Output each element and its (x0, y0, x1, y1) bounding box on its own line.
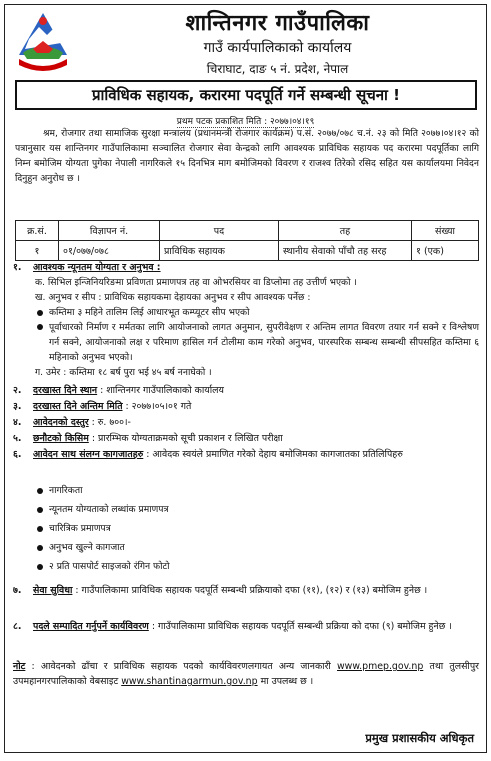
bullet-icon (37, 310, 43, 316)
section-3-value: : २०७७।०५।०१ गते (125, 401, 192, 412)
bullet-icon (37, 507, 43, 513)
cell-post: प्राविधिक सहायक (160, 241, 279, 261)
section-1-num: १. (13, 262, 22, 273)
vacancy-table (15, 220, 479, 261)
signatory-title: प्रमुख प्रशासकीय अधिकृत (365, 731, 474, 745)
pmep-website-link[interactable]: www.pmep.gov.np (337, 661, 424, 672)
qualification-c: ग. उमेर : कम्तिमा १८ बर्ष पुरा भई ४५ बर्ष ननाघेको । (35, 367, 212, 378)
note-tail-text: मा उपलब्ध छ । (260, 676, 314, 687)
qualification-b: ख. अनुभव र सीप : प्राविधिक सहायकमा देहायका अनुभव र सीप आवश्यक पर्नेछ : (35, 292, 311, 303)
section-4-value: : रु. ७००।- (91, 417, 131, 428)
cell-sn: १ (16, 241, 59, 261)
section-2-num: २. (13, 385, 22, 396)
section-6-value: : आवेदक स्वयंले प्रमाणित गरेको देहाय बमोजिमका कागजातका प्रतिलिपिहरु (146, 449, 403, 460)
section-7-value: : गाउँपालिकामा प्राविधिक सहायक पदपूर्ति सम्बन्धी प्रक्रियाको दफा (११), (१२) र (१३) बमोजिम हुनेछ । (75, 585, 428, 596)
bullet-icon (37, 488, 43, 494)
skill-item-1-text: कम्तिमा ३ महिने तालिम लिई आधारभूत कम्प्यूटर सीप भएको (49, 307, 250, 318)
cell-count: १ (एक) (412, 241, 479, 261)
document-item-2 (37, 502, 479, 517)
skill-item-1 (37, 305, 479, 320)
section-2-value: : शान्तिनगर गाउँपालिकाको कार्यालय (100, 385, 224, 396)
office-address: चिराघाट, दाङ ५ नं. प्रदेश, नेपाल (206, 62, 349, 76)
section-4-title: आवेदनको दस्तुर (33, 417, 89, 428)
office-name: गाउँ कार्यपालिकाको कार्यालय (203, 40, 352, 56)
section-7-title: सेवा सुविधा (33, 585, 73, 596)
col-sn: क्र.सं. (16, 221, 59, 241)
municipality-website-link[interactable]: www.shantinagarmun.gov.np (121, 676, 258, 687)
note-label: नोट (13, 661, 26, 672)
bullet-icon (37, 324, 43, 330)
publish-date-text: प्रथम पटक प्रकाशित मिति : २०७७।०४।१९ (176, 117, 315, 127)
section-6-title: आवेदन साथ संलग्न कागजातहरु (33, 449, 144, 460)
cell-level: स्थानीय सेवाको पाँचौ तह सरह (279, 241, 412, 261)
document-item-3 (37, 521, 479, 536)
section-3-num: ३. (13, 401, 22, 412)
bullet-icon (37, 545, 43, 551)
section-8-title: पदले सम्पादित गर्नुपर्ने कार्यविवरण (33, 621, 149, 632)
document-item-4 (37, 540, 479, 555)
section-3 (13, 399, 479, 414)
section-6 (13, 447, 479, 462)
section-5 (13, 431, 479, 446)
section-2-title: दरखास्त दिने स्थान (33, 385, 98, 396)
intro-paragraph: श्रम, रोजगार तथा सामाजिक सुरक्षा मन्त्रालय (प्रधानमन्त्री रोजगार कार्यक्रम) प.सं. २०७७/०७८ च.नं. २३ को मिति २०७७।०४।१२ को पत्रानुसार यस शान्तिनगर गाउँपालिकामा सञ्चालित रोजगार सेवा केन्द्रको लागि आवश्यक प्राविधिक सहायक पद करारमा पदपूर्तिका लागि निम्न बमोजिम योग्यता पुगेका नेपाली नागरिकले १५ दिनभित्र माग बमोजिमको विवरण र राजश्व तिरेको रसिद सहित यस कार्यालयमा निवेदन दिनुहुन अनुरोध छ । (15, 128, 479, 184)
note-section (13, 659, 479, 689)
section-8-value: : गाउँपालिकामा प्राविधिक सहायक पदपूर्ति सम्बन्धी प्रक्रिया को दफा (९) बमोजिम हुनेछ । (151, 621, 452, 632)
document-item-1-text: नागरिकता (49, 485, 83, 496)
cell-ad-no: ०१/०७७/०७८ (59, 241, 160, 261)
notice-page (4, 4, 487, 753)
section-3-title: दरखास्त दिने अन्तिम मिति (33, 401, 123, 412)
section-8 (13, 619, 479, 634)
col-post: पद (160, 221, 279, 241)
document-item-5-text: २ प्रति पासपोर्ट साइजको रंगिन फोटो (49, 561, 170, 572)
section-7-num: ७. (13, 585, 22, 596)
section-5-num: ५. (13, 433, 22, 444)
section-5-value: : प्रारम्भिक योग्यताक्रमको सूची प्रकाशन र लिखित परीक्षा (91, 433, 283, 444)
section-7 (13, 583, 479, 598)
qualification-a: क. सिभिल इन्जिनियरिङमा प्रविणता प्रमाणपत्र तह वा ओभरसियर वा डिप्लोमा तह उत्तीर्ण भएको । (35, 277, 357, 288)
note-mid-text: तथा तुलसीपुर उपमहानगरपालिकाको वेबसाइट (13, 661, 480, 687)
skill-item-2-text: पूर्वाधारको निर्माण र मर्मतका लागि आयोजनाको लागत अनुमान, सुपरीवेक्षण र अन्तिम लागत विवरण तयार गर्न सक्ने र विश्लेषण गर्न सक्ने, आयोजनाको लक्ष र परिमाण हासिल गर्न टोलीमा काम गरेको अनुभव, पारस्परिक सम्बन्ध सम्बन्धी सीपसहित कम्तिमा ६ महिनाको अनुभव भएको। (49, 322, 479, 363)
section-6-num: ६. (13, 449, 22, 460)
bullet-icon (37, 526, 43, 532)
section-4-num: ४. (13, 417, 22, 428)
bullet-icon (37, 564, 43, 570)
section-5-title: छनौटको किसिम (33, 433, 89, 444)
note-text: : आवेदनको ढाँचा र प्राविधिक सहायक पदको कार्यविवरणलगायत अन्य जानकारी (31, 661, 331, 672)
section-1 (13, 260, 479, 275)
nepal-emblem-logo (13, 9, 73, 73)
document-item-1 (37, 483, 479, 498)
section-2 (13, 383, 479, 398)
section-1-title: आवश्यक न्यूनतम योग्यता र अनुभव : (33, 262, 161, 273)
col-count: संख्या (412, 221, 479, 241)
municipality-title: शान्तिनगर गाउँपालिका (185, 11, 370, 36)
document-item-4-text: अनुभव खुल्ने कागजात (49, 542, 125, 553)
table-row (16, 241, 479, 261)
col-level: तह (279, 221, 412, 241)
document-item-5 (37, 559, 479, 574)
document-item-2-text: न्यूनतम योग्यताको लब्धांक प्रमाणपत्र (49, 504, 169, 515)
table-header-row (16, 221, 479, 241)
col-ad-no: विज्ञापन नं. (59, 221, 160, 241)
document-item-3-text: चारित्रिक प्रमाणपत्र (49, 523, 111, 534)
notice-title-banner: प्राविधिक सहायक, करारमा पदपूर्ति गर्ने सम्बन्धी सूचना ! (15, 80, 477, 110)
section-4 (13, 415, 479, 430)
section-8-num: ८. (13, 621, 22, 632)
